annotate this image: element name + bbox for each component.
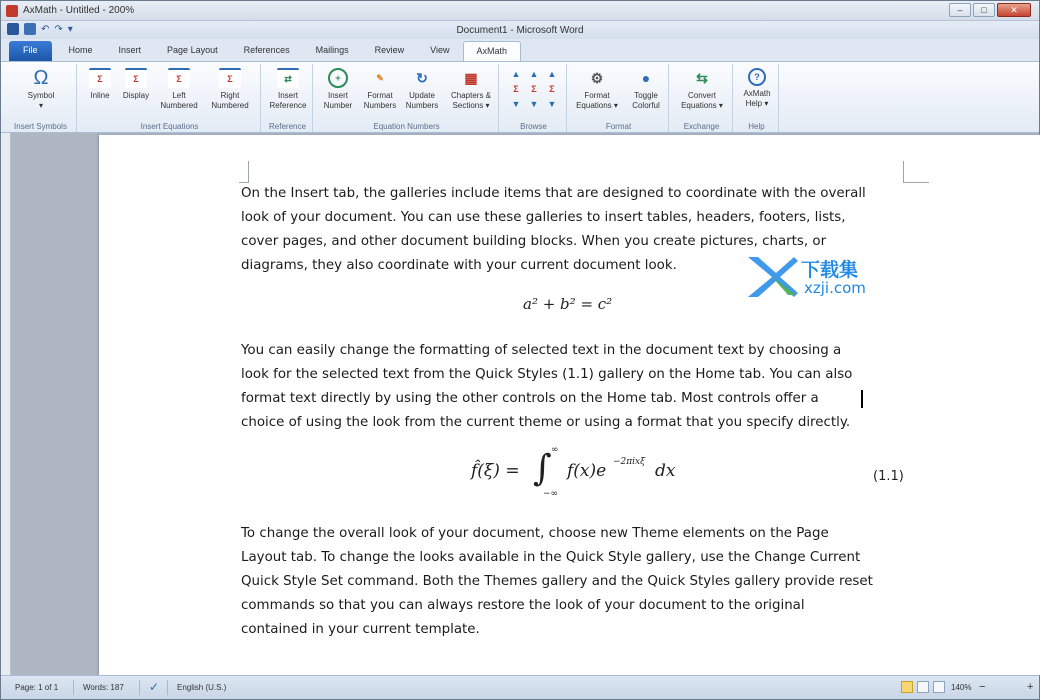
divider: [167, 680, 168, 695]
browse-equation-icon[interactable]: Σ: [549, 84, 555, 94]
browse-up-icon[interactable]: ▲: [547, 69, 557, 79]
full-screen-view-button[interactable]: [917, 681, 929, 693]
group-browse: [501, 64, 567, 132]
crop-mark: [903, 161, 929, 183]
customize-qat-icon[interactable]: ▾: [67, 23, 73, 35]
status-bar: [1, 675, 1039, 699]
word-count[interactable]: Words: 187: [83, 683, 124, 692]
watermark: [744, 255, 894, 299]
tab-insert[interactable]: Insert: [118, 45, 142, 55]
group-label: Browse: [520, 122, 547, 131]
chapters-sections-icon: ▦: [464, 70, 478, 86]
word-title-bar: [1, 21, 1039, 39]
symbol-button[interactable]: Ω Symbol ▾: [27, 67, 55, 110]
tab-references[interactable]: References: [243, 45, 290, 55]
group-label: Format: [605, 122, 632, 131]
ribbon: [1, 61, 1039, 133]
browse-down-icon[interactable]: ▼: [529, 99, 539, 109]
crop-mark: [239, 161, 249, 183]
equation-pythagoras[interactable]: a² + b² = c²: [523, 295, 613, 313]
watermark-logo-icon: [744, 255, 800, 299]
web-layout-view-button[interactable]: [933, 681, 945, 693]
update-numbers-button[interactable]: ↻ Update Numbers: [405, 70, 439, 110]
format-equations-button[interactable]: ⚙ Format Equations ▾: [576, 70, 618, 110]
convert-equations-icon: ⇆: [696, 70, 708, 86]
browse-down-icon[interactable]: ▼: [511, 99, 521, 109]
toggle-colorful-icon: ●: [641, 70, 651, 86]
tab-page-layout[interactable]: Page Layout: [167, 45, 218, 55]
format-numbers-button[interactable]: ✎ Format Numbers: [359, 68, 401, 111]
axmath-app-icon: [6, 5, 18, 17]
tab-file[interactable]: File: [9, 41, 52, 61]
paragraph-1: On the Insert tab, the galleries include items that are designed to coordinate with the overall look of your document. You can use these galleries to insert tables, headers, footers, lists, cover pages, and other document building blocks. When you create pictures, charts, or diagrams, they also coordinate with your current document look.: [241, 186, 866, 273]
tab-mailings[interactable]: Mailings: [315, 45, 349, 55]
browse-up-icon[interactable]: ▲: [511, 69, 521, 79]
group-insert-equations: [79, 64, 261, 132]
left-numbered-icon: Σ: [168, 68, 190, 88]
ribbon-tabs: [1, 39, 1039, 61]
paragraph-2: You can easily change the formatting of selected text in the document text by choosing a look for the selected text from the Quick Styles (1.1) gallery on the Home tab. You can also format text directly by using the other controls on the Home tab. Most controls offer a choice of using the look from the current theme or using a format that you specify directly.: [241, 343, 853, 430]
help-icon: ?: [748, 68, 766, 86]
minimize-button[interactable]: –: [949, 3, 971, 17]
tab-home[interactable]: Home: [68, 45, 93, 55]
document-page[interactable]: [99, 135, 1040, 675]
left-numbered-button[interactable]: Σ Left Numbered: [155, 68, 203, 111]
display-button[interactable]: Σ Display: [117, 68, 155, 101]
right-numbered-icon: Σ: [219, 68, 241, 88]
outer-title-bar: [1, 1, 1039, 21]
group-label: Help: [748, 122, 765, 131]
equation-number[interactable]: (1.1): [873, 469, 904, 484]
outer-window-title: AxMath - Untitled - 200%: [23, 5, 135, 16]
browse-up-icon[interactable]: ▲: [529, 69, 539, 79]
toggle-colorful-button[interactable]: ● Toggle Colorful: [632, 70, 660, 110]
browse-down-icon[interactable]: ▼: [547, 99, 557, 109]
inline-equation-icon: Σ: [89, 68, 111, 88]
format-equations-icon: ⚙: [590, 70, 604, 86]
paragraph-3: To change the overall look of your document, choose new Theme elements on the Page Layout tab. To change the looks available in the Quick Style gallery, use the Change Current Quick Style Set command. Both the Themes gallery and the Quick Styles gallery provide reset commands so that you can always restore the look of your document to the original contained in your current template.: [241, 526, 873, 637]
document-title: Document1 - Microsoft Word: [456, 25, 584, 36]
zoom-in-button[interactable]: +: [1027, 681, 1034, 693]
page-count[interactable]: Page: 1 of 1: [15, 683, 59, 692]
proofing-check-icon[interactable]: ✓: [149, 680, 160, 694]
group-label: Exchange: [683, 122, 720, 131]
display-equation-icon: Σ: [125, 68, 147, 88]
text-cursor: [861, 390, 863, 408]
divider: [139, 680, 140, 695]
zoom-out-button[interactable]: −: [979, 681, 986, 693]
watermark-url-text: xzji.com: [804, 279, 866, 297]
group-equation-numbers: [315, 64, 499, 132]
browse-equation-icon[interactable]: Σ: [531, 84, 537, 94]
group-label: Insert Symbols: [14, 122, 67, 131]
close-button[interactable]: ✕: [997, 3, 1031, 17]
vertical-ruler: [1, 133, 11, 675]
group-format: [569, 64, 669, 132]
language[interactable]: English (U.S.): [177, 683, 227, 692]
right-numbered-button[interactable]: Σ Right Numbered: [205, 68, 255, 111]
group-exchange: [671, 64, 733, 132]
group-reference: [263, 64, 313, 132]
group-label: Equation Numbers: [373, 122, 440, 131]
equation-fourier[interactable]: f̂(ξ) = ∫ ∞ −∞ f(x)e −2πixξ dx: [471, 445, 676, 499]
axmath-help-button[interactable]: ? AxMath Help ▾: [735, 68, 779, 109]
undo-icon[interactable]: ↶: [41, 23, 50, 35]
tab-view[interactable]: View: [430, 45, 450, 55]
group-insert-symbols: [5, 64, 77, 132]
insert-reference-icon: ⇄: [277, 68, 299, 88]
divider: [73, 680, 74, 695]
print-layout-view-button[interactable]: [901, 681, 913, 693]
omega-icon: Ω: [33, 67, 49, 89]
group-label: Insert Equations: [140, 122, 199, 131]
maximize-button[interactable]: □: [973, 3, 995, 17]
tab-review[interactable]: Review: [374, 45, 405, 55]
inline-button[interactable]: Σ Inline: [81, 68, 119, 101]
insert-reference-button[interactable]: ⇄ Insert Reference: [263, 68, 313, 111]
convert-equations-button[interactable]: ⇆ Convert Equations ▾: [681, 70, 723, 110]
document-area: [1, 133, 1039, 675]
zoom-level[interactable]: 140%: [951, 683, 972, 692]
tab-axmath[interactable]: AxMath: [463, 41, 522, 61]
insert-number-button[interactable]: + Insert Number: [317, 68, 359, 111]
browse-grid: [507, 68, 563, 111]
format-numbers-icon: ✎: [376, 73, 384, 83]
group-label: Reference: [269, 122, 306, 131]
chapters-sections-button[interactable]: ▦ Chapters & Sections ▾: [450, 70, 492, 110]
update-numbers-icon: ↻: [416, 70, 428, 86]
group-help: [735, 64, 779, 132]
outer-window-controls: [949, 3, 1031, 17]
watermark-cn-text: 下载集: [801, 259, 859, 281]
browse-equation-icon[interactable]: Σ: [513, 84, 519, 94]
insert-number-icon: +: [328, 68, 348, 88]
redo-icon[interactable]: ↷: [54, 23, 63, 35]
